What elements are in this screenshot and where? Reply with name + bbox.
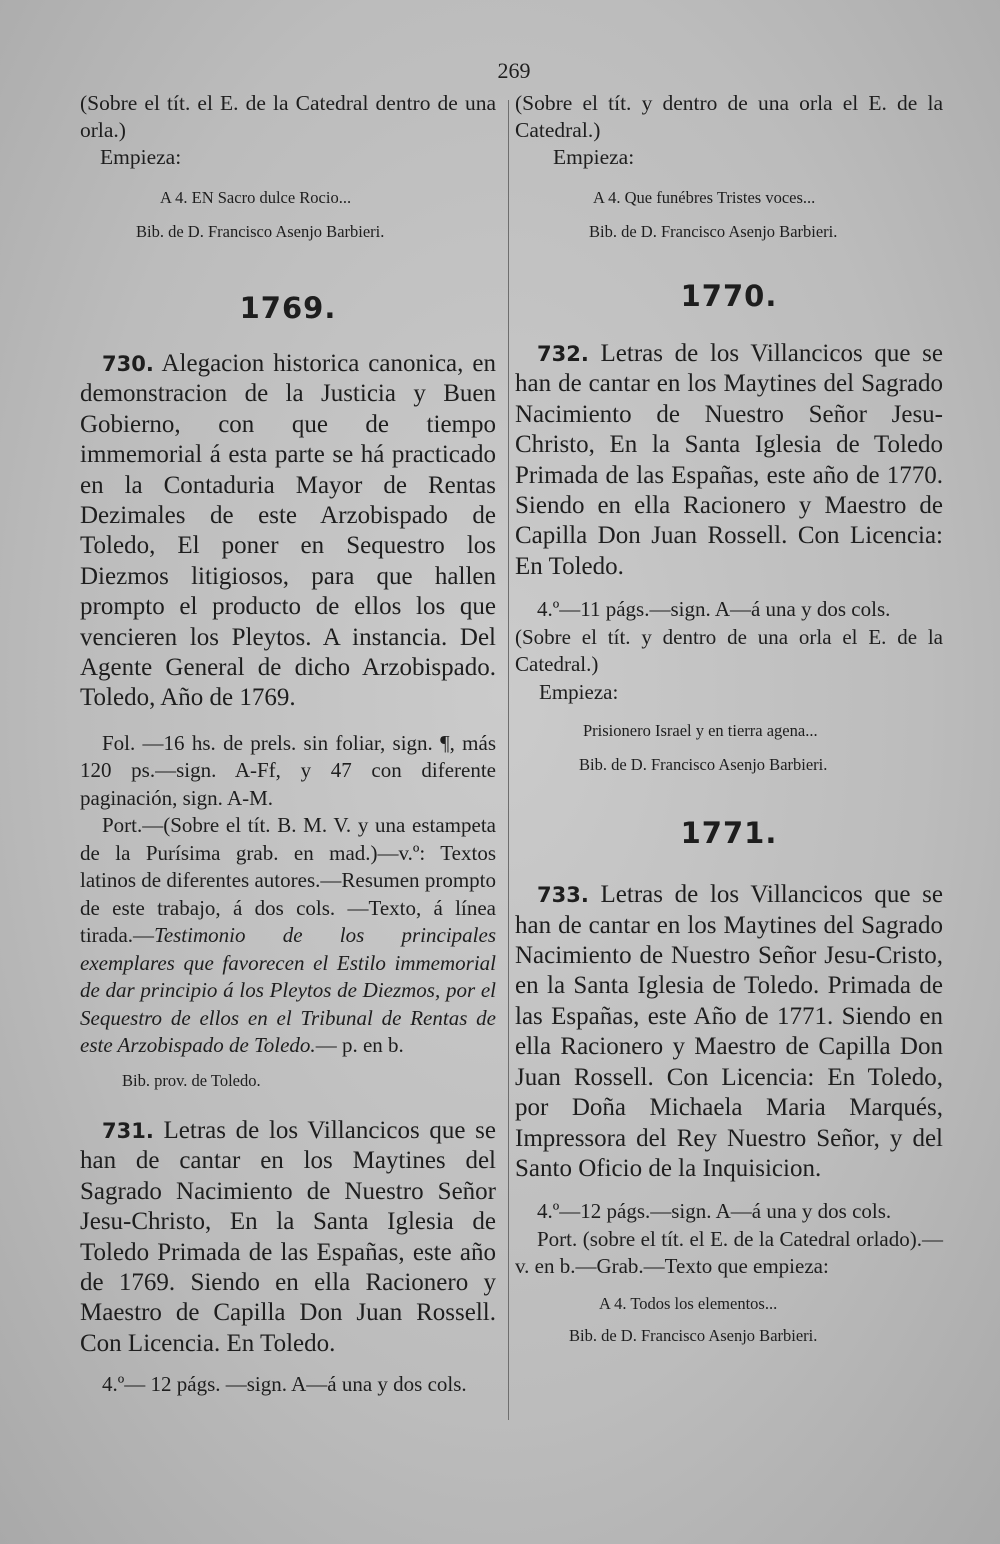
left-column xyxy=(80,90,496,1399)
entry-text: Letras de los Villancicos que se han de cantar en los Maytines del Sagrado Nacimiento de Nuestro Señor Jesu-Christo, En la Santa Iglesia de Toledo Primada de las Españas, este año de 1769. Siendo en ella Racionero y Maestro de Capilla Don Juan Rossell. Con Licencia. En Toledo. xyxy=(80,1116,496,1357)
entry-730 xyxy=(80,349,496,714)
portada-end: — p. en b. xyxy=(315,1033,404,1058)
orla-note: (Sobre el tít. el E. de la Catedral dentro de una orla.) xyxy=(80,91,496,142)
library-note: Bib. prov. de Toledo. xyxy=(122,1070,261,1090)
entry-731 xyxy=(80,1116,496,1359)
incipit: A 4. Que funébres Tristes voces... xyxy=(593,188,816,207)
right-column xyxy=(515,90,943,1347)
library-note: Bib. de D. Francisco Asenjo Barbieri. xyxy=(579,755,828,775)
column-divider xyxy=(508,100,509,1420)
entry-733 xyxy=(515,880,943,1184)
empieza-label: Empieza: xyxy=(100,145,182,169)
entry-733-format: 4.º—12 págs.—sign. A—á una y dos cols. xyxy=(537,1199,892,1224)
entry-732 xyxy=(515,339,943,582)
entry-number: 730. xyxy=(102,352,154,376)
empieza-label: Empieza: xyxy=(553,145,635,169)
portada-italic-title: Testimonio de los principales exemplares que favorecen el Estilo immemorial de dar principio á los Pleytos de Diezmos, por el Sequestro de ellos en el Tribunal de Rentas de este Arzobispado de Toledo. xyxy=(80,923,496,1058)
library-note: Bib. de D. Francisco Asenjo Barbieri. xyxy=(589,222,838,241)
library-note: Bib. de D. Francisco Asenjo Barbieri. xyxy=(569,1325,818,1345)
orla-note: (Sobre el tít. y dentro de una orla el E. de la Catedral.) xyxy=(515,624,943,677)
entry-730-portada xyxy=(80,812,496,1060)
year-heading-1769: 1769. xyxy=(239,291,337,325)
empieza-label: Empieza: xyxy=(539,679,619,704)
entry-730-format: Fol. —16 hs. de prels. sin foliar, sign. ¶, más 120 ps.—sign. A-Ff, y 47 con diferente paginación, sign. A-M. xyxy=(80,730,496,810)
entry-number: 733. xyxy=(537,883,589,908)
entry-text: Alegacion historica canonica, en demonstracion de la Justicia y Buen Gobierno, con que de tiempo immemorial á esta parte se há practicado en la Contaduria Mayor de Rentas Dezimales de este Arzobispado de Toledo, El poner en Sequestro los Diezmos litigiosos, para que hallen prompto el producto de ellos los que vencieren los Pleytos. A instancia. Del Agente General de dicho Arzobispado. Toledo, Año de 1769. xyxy=(80,350,496,712)
portada-text: Port.—(Sobre el tít. B. M. V. y una estampeta de la Purísima grab. en mad.)—v.º: Textos latinos de diferentes autores.—Resumen prompto de este trabajo, á dos cols. —Texto, á línea tirada.— xyxy=(80,813,496,948)
orla-note: (Sobre el tít. y dentro de una orla el E. de la Catedral.) xyxy=(515,91,943,142)
entry-732-format: 4.º—11 págs.—sign. A—á una y dos cols. xyxy=(537,597,891,622)
entry-number: 731. xyxy=(102,1118,154,1143)
year-heading-1771: 1771. xyxy=(680,816,778,851)
library-note: Bib. de D. Francisco Asenjo Barbieri. xyxy=(136,222,385,241)
entry-text: Letras de los Villancicos que se han de cantar en los Maytines del Sagrado Nacimiento de Nuestro Señor Jesu-Cristo, en la Santa Iglesia de Toledo. Primada de las Españas, este Año de 1771. Siendo en ella Racionero y Maestro de Capilla Don Juan Rossell. Con Licencia: En Toledo, por Doña Michaela Maria Marqués, Impressora del Rey Nuestro Señor, y del Santo Oficio de la Inquisicion. xyxy=(515,881,943,1182)
incipit: A 4. Todos los elementos... xyxy=(599,1293,778,1313)
entry-731-format: 4.º— 12 págs. —sign. A—á una y dos cols. xyxy=(102,1372,467,1397)
entry-733-portada: Port. (sobre el tít. el E. de la Catedral orlado).—v. en b.—Grab.—Texto que empieza: xyxy=(515,1226,943,1279)
incipit: A 4. EN Sacro dulce Rocio... xyxy=(160,188,352,207)
entry-text: Letras de los Villancicos que se han de cantar en los Maytines del Sagrado Nacimiento de Nuestro Señor Jesu-Christo, En la Santa Iglesia de Toledo Primada de las Españas, este año de 1770. Siendo en ella Racionero y Maestro de Capilla Don Juan Rossell. Con Licencia: En Toledo. xyxy=(515,340,943,580)
year-heading-1770: 1770. xyxy=(680,279,778,313)
entry-number: 732. xyxy=(537,342,589,366)
incipit: Prisionero Israel y en tierra agena... xyxy=(583,721,818,741)
page-number: 269 xyxy=(497,58,531,83)
